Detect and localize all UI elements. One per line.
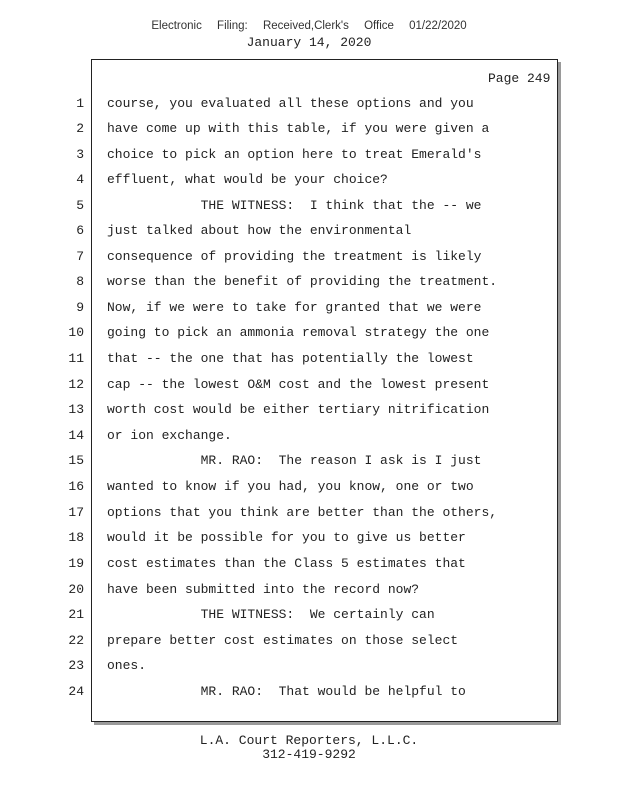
line-number: 10 <box>68 325 84 340</box>
line-text: choice to pick an option here to treat Emerald's <box>107 147 482 162</box>
transcript-date: January 14, 2020 <box>246 35 372 50</box>
stamp-word: 01/22/2020 <box>409 20 467 32</box>
line-text: have been submitted into the record now? <box>107 582 420 597</box>
line-number: 13 <box>68 402 84 417</box>
line-number: 12 <box>68 377 84 392</box>
stamp-word: Electronic <box>151 20 202 32</box>
filing-stamp <box>0 20 618 32</box>
line-number: 4 <box>76 172 84 187</box>
stamp-word: Received,Clerk's <box>262 20 349 32</box>
line-text: worth cost would be either tertiary nitrification <box>107 402 490 417</box>
line-text: consequence of providing the treatment is likely <box>107 249 482 264</box>
line-number: 1 <box>76 96 84 111</box>
line-number: 2 <box>76 121 84 136</box>
line-number: 9 <box>76 300 84 315</box>
line-number: 21 <box>68 607 84 622</box>
line-text: cost estimates than the Class 5 estimates that <box>107 556 466 571</box>
line-text: just talked about how the environmental <box>107 223 412 238</box>
line-text: effluent, what would be your choice? <box>107 172 388 187</box>
line-text: course, you evaluated all these options and you <box>107 96 474 111</box>
line-number: 17 <box>68 505 84 520</box>
line-text: going to pick an ammonia removal strategy the one <box>107 325 490 340</box>
page-number: Page 249 <box>488 71 551 86</box>
line-number: 15 <box>68 453 84 468</box>
line-number: 3 <box>76 147 84 162</box>
line-number: 16 <box>68 479 84 494</box>
line-number: 7 <box>76 249 84 264</box>
line-number: 18 <box>68 530 84 545</box>
line-number: 11 <box>68 351 84 366</box>
line-number: 14 <box>68 428 84 443</box>
footer-company: L.A. Court Reporters, L.L.C. <box>199 733 419 748</box>
line-text: or ion exchange. <box>107 428 232 443</box>
line-number: 6 <box>76 223 84 238</box>
line-text: Now, if we were to take for granted that we were <box>107 300 482 315</box>
line-text: options that you think are better than the others, <box>107 505 498 520</box>
line-number: 8 <box>76 274 84 289</box>
stamp-word: Filing: <box>217 20 248 32</box>
line-text: have come up with this table, if you were given a <box>107 121 490 136</box>
line-text: prepare better cost estimates on those select <box>107 633 459 648</box>
line-text: cap -- the lowest O&M cost and the lowest present <box>107 377 490 392</box>
line-text: ones. <box>107 658 147 673</box>
line-text: MR. RAO: The reason I ask is I just <box>107 453 482 468</box>
line-text: that -- the one that has potentially the lowest <box>107 351 474 366</box>
line-text: MR. RAO: That would be helpful to <box>107 684 466 699</box>
line-number: 24 <box>68 684 84 699</box>
line-number: 22 <box>68 633 84 648</box>
stamp-word: Office <box>364 20 394 32</box>
line-text: worse than the benefit of providing the treatment. <box>107 274 498 289</box>
line-text: wanted to know if you had, you know, one or two <box>107 479 474 494</box>
line-text: would it be possible for you to give us better <box>107 530 466 545</box>
line-number: 23 <box>68 658 84 673</box>
line-number: 20 <box>68 582 84 597</box>
footer-phone: 312-419-9292 <box>262 747 356 762</box>
line-number: 19 <box>68 556 84 571</box>
line-text: THE WITNESS: We certainly can <box>107 607 435 622</box>
line-text: THE WITNESS: I think that the -- we <box>107 198 482 213</box>
line-number: 5 <box>76 198 84 213</box>
